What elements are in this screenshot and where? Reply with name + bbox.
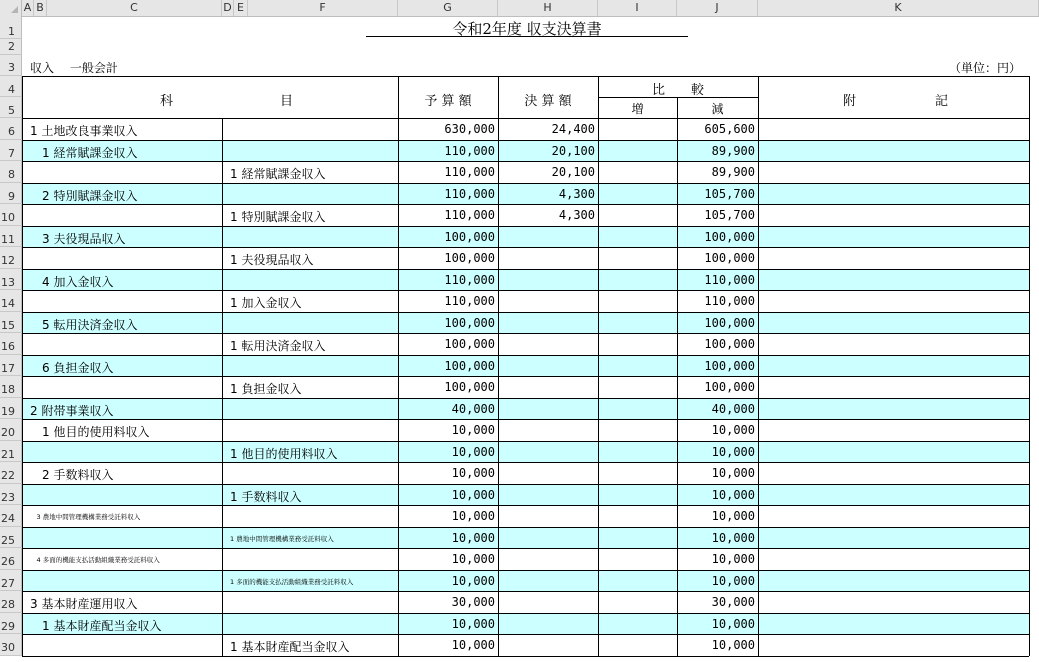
- budget-cell[interactable]: 100,000: [444, 358, 495, 373]
- row-border: [22, 548, 1029, 549]
- sub-subject-cell[interactable]: 1 農地中間管理機構業務受託料収入: [230, 534, 334, 543]
- decrease-cell[interactable]: 89,900: [711, 143, 755, 158]
- notes-cell[interactable]: [758, 269, 1029, 291]
- increase-decrease-divider: [677, 97, 678, 656]
- row-header[interactable]: 15: [0, 312, 22, 334]
- subject-divider: [222, 118, 223, 656]
- column-header-e[interactable]: E: [234, 0, 248, 16]
- notes-cell[interactable]: [758, 527, 1029, 549]
- decrease-cell[interactable]: 105,700: [704, 208, 755, 222]
- table-left-border: [22, 76, 23, 656]
- notes-cell[interactable]: [758, 226, 1029, 248]
- column-header-bar: [0, 0, 1039, 17]
- budget-cell[interactable]: 100,000: [444, 337, 495, 351]
- notes-header-left: 附: [843, 94, 857, 109]
- comparison-divider: [598, 97, 758, 98]
- budget-cell[interactable]: 10,000: [451, 509, 495, 523]
- settlement-cell[interactable]: 4,300: [558, 208, 595, 222]
- column-header-b[interactable]: B: [34, 0, 47, 16]
- subject-header-right: 目: [280, 94, 294, 109]
- notes-cell[interactable]: [758, 570, 1029, 592]
- column-header-i[interactable]: I: [598, 0, 677, 16]
- comparison-left-border: [598, 76, 599, 656]
- budget-cell[interactable]: 110,000: [444, 165, 495, 179]
- row-border: [22, 140, 1029, 141]
- budget-cell[interactable]: 110,000: [444, 208, 495, 222]
- notes-cell[interactable]: [758, 484, 1029, 506]
- decrease-cell[interactable]: 10,000: [711, 466, 755, 480]
- notes-cell[interactable]: [758, 140, 1029, 162]
- subject-cell[interactable]: 4 多面的機能支払活動組織業務受託料収入: [30, 556, 160, 564]
- row-border: [22, 376, 1029, 377]
- row-border: [22, 419, 1029, 420]
- notes-cell[interactable]: [758, 183, 1029, 205]
- row-header[interactable]: 12: [0, 247, 22, 269]
- sub-subject-cell[interactable]: 1 経常賦課金収入: [230, 167, 326, 181]
- budget-cell[interactable]: 110,000: [444, 294, 495, 308]
- notes-cell[interactable]: [758, 505, 1029, 527]
- budget-cell[interactable]: 100,000: [444, 380, 495, 394]
- sub-subject-cell[interactable]: 1 多面的機能支払活動組織業務受託料収入: [230, 577, 354, 586]
- notes-cell[interactable]: [758, 312, 1029, 334]
- column-header-c[interactable]: C: [47, 0, 222, 16]
- column-header-g[interactable]: G: [398, 0, 498, 16]
- row-header[interactable]: 6: [0, 118, 22, 140]
- row-header[interactable]: 11: [0, 226, 22, 248]
- notes-cell[interactable]: [758, 376, 1029, 398]
- row-border: [22, 269, 1029, 270]
- decrease-cell[interactable]: 105,700: [704, 186, 755, 201]
- row-header[interactable]: 30: [0, 634, 22, 656]
- row-header[interactable]: 18: [0, 376, 22, 398]
- row-border: [22, 333, 1029, 334]
- notes-cell[interactable]: [758, 548, 1029, 570]
- subject-cell[interactable]: 1 経常賦課金収入: [30, 145, 138, 160]
- increase-header: 増: [631, 102, 644, 116]
- subject-header-left: 科: [160, 94, 174, 109]
- sub-subject-cell[interactable]: 1 特別賦課金収入: [230, 210, 326, 224]
- decrease-cell[interactable]: 10,000: [711, 638, 755, 652]
- subject-cell[interactable]: 2 手数料収入: [30, 468, 114, 482]
- settlement-cell[interactable]: 24,400: [551, 122, 595, 136]
- sub-subject-cell[interactable]: 1 加入金収入: [230, 296, 302, 310]
- row-header[interactable]: 7: [0, 140, 22, 162]
- decrease-cell[interactable]: 10,000: [711, 444, 755, 459]
- row-border: [22, 247, 1029, 248]
- row-header[interactable]: 14: [0, 290, 22, 312]
- row-border: [22, 613, 1029, 614]
- column-header-f[interactable]: F: [248, 0, 398, 16]
- row-border: [22, 355, 1029, 356]
- row-header[interactable]: 5: [0, 97, 22, 118]
- notes-cell[interactable]: [758, 398, 1029, 420]
- row-header[interactable]: 29: [0, 613, 22, 635]
- column-header-h[interactable]: H: [498, 0, 598, 16]
- notes-cell[interactable]: [758, 355, 1029, 377]
- decrease-cell[interactable]: 605,600: [704, 122, 755, 136]
- row-header[interactable]: 8: [0, 161, 22, 183]
- decrease-cell[interactable]: 100,000: [704, 358, 755, 373]
- budget-cell[interactable]: 110,000: [444, 272, 495, 287]
- notes-cell[interactable]: [758, 441, 1029, 463]
- sub-subject-cell[interactable]: 1 手数料収入: [230, 489, 302, 504]
- decrease-cell[interactable]: 10,000: [711, 530, 755, 545]
- row-header[interactable]: 20: [0, 419, 22, 441]
- row-header[interactable]: 4: [0, 76, 22, 97]
- section-label: 収入 一般会計: [30, 61, 118, 75]
- budget-cell[interactable]: 630,000: [444, 122, 495, 136]
- budget-cell[interactable]: 40,000: [451, 401, 495, 416]
- settlement-cell[interactable]: 20,100: [551, 165, 595, 179]
- budget-cell[interactable]: 100,000: [444, 315, 495, 330]
- table-top-border: [22, 76, 1029, 77]
- decrease-header: 減: [711, 102, 724, 116]
- unit-label: （単位：円）: [949, 61, 1022, 75]
- row-border: [22, 183, 1029, 184]
- row-header[interactable]: 16: [0, 333, 22, 355]
- budget-cell[interactable]: 10,000: [451, 423, 495, 437]
- row-border: [22, 527, 1029, 528]
- row-border: [22, 204, 1029, 205]
- decrease-cell[interactable]: 100,000: [704, 251, 755, 265]
- row-header[interactable]: 19: [0, 398, 22, 420]
- budget-cell[interactable]: 30,000: [451, 595, 495, 609]
- budget-header: 予 算 額: [424, 94, 472, 109]
- budget-cell[interactable]: 10,000: [451, 616, 495, 631]
- column-header-a[interactable]: A: [22, 0, 34, 16]
- notes-cell[interactable]: [758, 161, 1029, 183]
- row-header[interactable]: 22: [0, 462, 22, 484]
- row-header[interactable]: 21: [0, 441, 22, 463]
- column-header-d[interactable]: D: [222, 0, 234, 16]
- subject-cell[interactable]: 1 土地改良事業収入: [30, 124, 138, 138]
- table-right-border: [1029, 76, 1030, 656]
- notes-cell[interactable]: [758, 419, 1029, 441]
- sub-subject-cell[interactable]: 1 他目的使用料収入: [230, 446, 338, 461]
- settlement-cell[interactable]: 4,300: [558, 186, 595, 201]
- notes-cell[interactable]: [758, 204, 1029, 226]
- row-header[interactable]: 3: [0, 55, 22, 76]
- select-all-icon[interactable]: [0, 0, 22, 16]
- row-header[interactable]: 24: [0, 505, 22, 527]
- budget-cell[interactable]: 10,000: [451, 444, 495, 459]
- subject-cell[interactable]: 5 転用決済金収入: [30, 317, 138, 332]
- row-header[interactable]: 26: [0, 548, 22, 570]
- subject-cell[interactable]: 2 附帯事業収入: [30, 403, 114, 418]
- row-border: [22, 634, 1029, 635]
- budget-cell[interactable]: 10,000: [451, 638, 495, 652]
- row-border: [22, 505, 1029, 506]
- row-border: [22, 441, 1029, 442]
- decrease-cell[interactable]: 10,000: [711, 509, 755, 523]
- budget-cell[interactable]: 10,000: [451, 466, 495, 480]
- sub-subject-cell[interactable]: 1 転用決済金収入: [230, 339, 326, 353]
- decrease-cell[interactable]: 100,000: [704, 380, 755, 394]
- row-border: [22, 398, 1029, 399]
- row-header[interactable]: 28: [0, 591, 22, 613]
- decrease-cell[interactable]: 10,000: [711, 552, 755, 566]
- notes-cell[interactable]: [758, 118, 1029, 140]
- page-title: 令和2年度 収支決算書: [366, 18, 688, 37]
- notes-cell[interactable]: [758, 290, 1029, 312]
- budget-cell[interactable]: 10,000: [451, 552, 495, 566]
- row-header[interactable]: 2: [0, 39, 22, 55]
- decrease-cell[interactable]: 40,000: [711, 401, 755, 416]
- decrease-cell[interactable]: 30,000: [711, 595, 755, 609]
- decrease-cell[interactable]: 110,000: [704, 272, 755, 287]
- decrease-cell[interactable]: 100,000: [704, 315, 755, 330]
- row-border: [22, 462, 1029, 463]
- subject-cell[interactable]: 4 加入金収入: [30, 274, 114, 289]
- sub-subject-cell[interactable]: 1 負担金収入: [230, 382, 302, 396]
- row-header[interactable]: 1: [0, 16, 22, 39]
- row-header[interactable]: 13: [0, 269, 22, 291]
- subject-cell[interactable]: 3 農地中間管理機構業務受託料収入: [30, 513, 141, 521]
- row-header[interactable]: 9: [0, 183, 22, 205]
- row-border: [22, 312, 1029, 313]
- decrease-cell[interactable]: 100,000: [704, 337, 755, 351]
- notes-cell[interactable]: [758, 591, 1029, 613]
- row-border: [22, 570, 1029, 571]
- row-header[interactable]: 17: [0, 355, 22, 377]
- subject-cell[interactable]: 3 夫役現品収入: [30, 231, 126, 246]
- sub-subject-cell[interactable]: 1 基本財産配当金収入: [230, 640, 350, 654]
- decrease-cell[interactable]: 89,900: [711, 165, 755, 179]
- header-bottom-border: [22, 118, 1029, 119]
- budget-cell[interactable]: 10,000: [451, 487, 495, 502]
- row-border: [22, 484, 1029, 485]
- budget-cell[interactable]: 10,000: [451, 573, 495, 588]
- row-border: [22, 161, 1029, 162]
- budget-cell[interactable]: 100,000: [444, 251, 495, 265]
- row-border: [22, 226, 1029, 227]
- notes-left-border: [758, 76, 759, 656]
- decrease-cell[interactable]: 10,000: [711, 423, 755, 437]
- budget-cell[interactable]: 110,000: [444, 186, 495, 201]
- notes-cell[interactable]: [758, 247, 1029, 269]
- decrease-cell[interactable]: 10,000: [711, 573, 755, 588]
- notes-cell[interactable]: [758, 634, 1029, 656]
- subject-cell[interactable]: 1 基本財産配当金収入: [30, 618, 162, 633]
- budget-left-border: [398, 76, 399, 656]
- decrease-cell[interactable]: 100,000: [704, 229, 755, 244]
- row-header[interactable]: 25: [0, 527, 22, 549]
- row-border: [22, 591, 1029, 592]
- notes-header-right: 記: [935, 94, 949, 109]
- subject-cell[interactable]: 2 特別賦課金収入: [30, 188, 138, 203]
- row-header[interactable]: 23: [0, 484, 22, 506]
- row-border: [22, 656, 1029, 657]
- notes-cell[interactable]: [758, 613, 1029, 635]
- decrease-cell[interactable]: 110,000: [704, 294, 755, 308]
- row-border: [22, 290, 1029, 291]
- budget-cell[interactable]: 100,000: [444, 229, 495, 244]
- decrease-cell[interactable]: 10,000: [711, 487, 755, 502]
- notes-cell[interactable]: [758, 333, 1029, 355]
- subject-cell[interactable]: 3 基本財産運用収入: [30, 597, 138, 611]
- row-header[interactable]: 10: [0, 204, 22, 226]
- column-header-k[interactable]: K: [758, 0, 1039, 16]
- column-header-j[interactable]: J: [677, 0, 758, 16]
- decrease-cell[interactable]: 10,000: [711, 616, 755, 631]
- budget-cell[interactable]: 110,000: [444, 143, 495, 158]
- settlement-left-border: [498, 76, 499, 656]
- settlement-cell[interactable]: 20,100: [551, 143, 595, 158]
- sub-subject-cell[interactable]: 1 夫役現品収入: [230, 253, 314, 267]
- notes-cell[interactable]: [758, 462, 1029, 484]
- budget-cell[interactable]: 10,000: [451, 530, 495, 545]
- comparison-header: 比 較: [651, 83, 704, 98]
- subject-cell[interactable]: 6 負担金収入: [30, 360, 114, 375]
- settlement-header: 決 算 額: [524, 94, 572, 109]
- row-header[interactable]: 27: [0, 570, 22, 592]
- subject-cell[interactable]: 1 他目的使用料収入: [30, 425, 150, 439]
